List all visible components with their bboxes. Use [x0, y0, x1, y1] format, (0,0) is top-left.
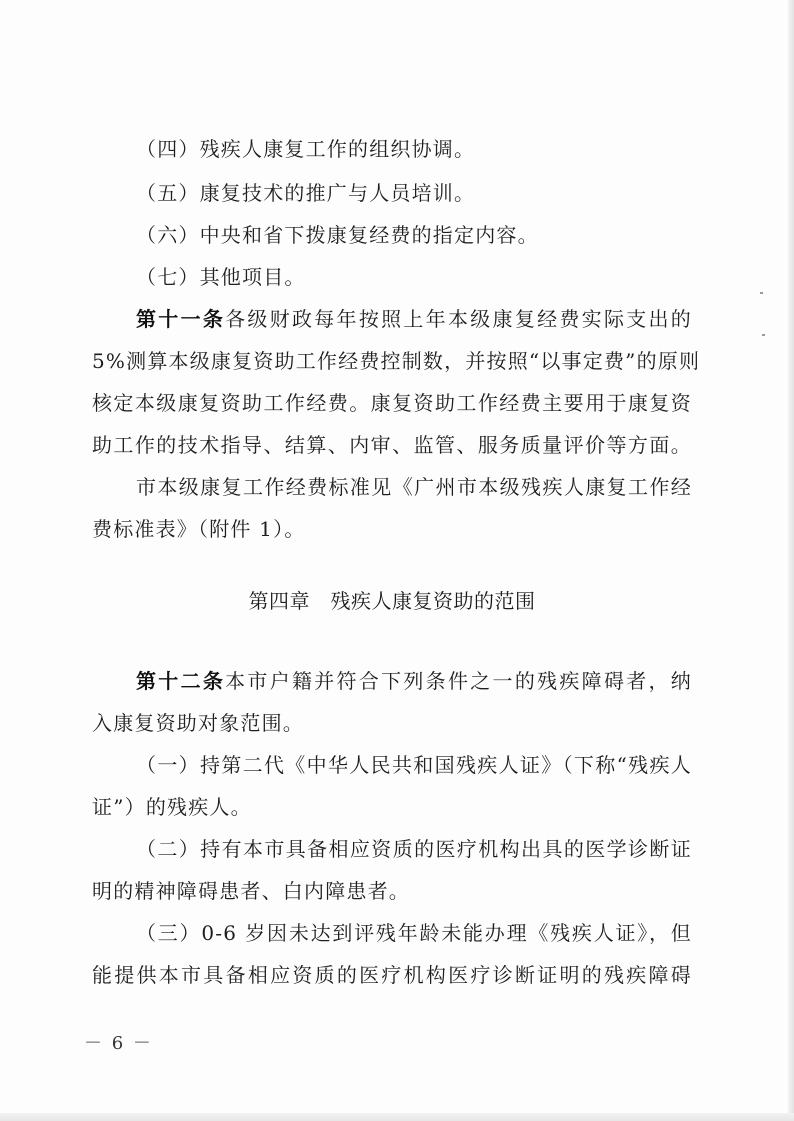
- article-12-line-2: 入康复资助对象范围。: [92, 711, 304, 735]
- article-12-item-1-line-2: 证”）的残疾人。: [92, 795, 252, 819]
- article-11-line-2: 5%测算本级康复资助工作经费控制数，并按照“以事定费”的原则: [92, 349, 701, 373]
- article-12-label: 第十二条: [136, 669, 226, 693]
- article-12-item-3-line-2: 能提供本市具备相应资质的医疗机构医疗诊断证明的残疾障碍: [92, 963, 692, 987]
- article-11-label: 第十一条: [136, 307, 226, 331]
- scan-edge-right: [788, 0, 794, 1121]
- list-item-5: （五）康复技术的推广与人员培训。: [136, 181, 476, 205]
- scan-speck: [760, 292, 763, 294]
- article-11-line-4: 助工作的技术指导、结算、内审、监管、服务质量评价等方面。: [92, 433, 692, 457]
- chapter-heading: 第四章 残疾人康复资助的范围: [248, 589, 536, 613]
- article-12-item-2-line-1: （二）持有本市具备相应资质的医疗机构出具的医学诊断证: [136, 837, 692, 861]
- page-number: － 6 －: [84, 1033, 153, 1054]
- article-11-text-1: 各级财政每年按照上年本级康复经费实际支出的: [225, 307, 692, 331]
- article-11-line-3: 核定本级康复资助工作经费。康复资助工作经费主要用于康复资: [92, 391, 692, 415]
- article-12-text-1: 本市户籍并符合下列条件之一的残疾障碍者，纳: [225, 669, 692, 693]
- article-12-item-1-line-1: （一）持第二代《中华人民共和国残疾人证》（下称“残疾人: [136, 753, 692, 777]
- article-11-line-1: [136, 304, 692, 334]
- list-item-6: （六）中央和省下拨康复经费的指定内容。: [136, 223, 539, 247]
- article-12-item-3-line-1: （三）0-6 岁因未达到评残年龄未能办理《残疾人证》，但: [136, 921, 692, 945]
- article-11-para2-line-1: 市本级康复工作经费标准见《广州市本级残疾人康复工作经: [136, 475, 692, 499]
- scan-speck: [762, 334, 765, 336]
- list-item-4: （四）残疾人康复工作的组织协调。: [136, 137, 476, 161]
- article-12-item-2-line-2: 明的精神障碍患者、白内障患者。: [92, 879, 410, 903]
- list-item-7: （七）其他项目。: [136, 265, 306, 289]
- article-12-line-1: [136, 666, 692, 696]
- scan-edge-bottom: [0, 1113, 794, 1121]
- article-11-para2-line-2: 费标准表》（附件 1）。: [92, 517, 306, 541]
